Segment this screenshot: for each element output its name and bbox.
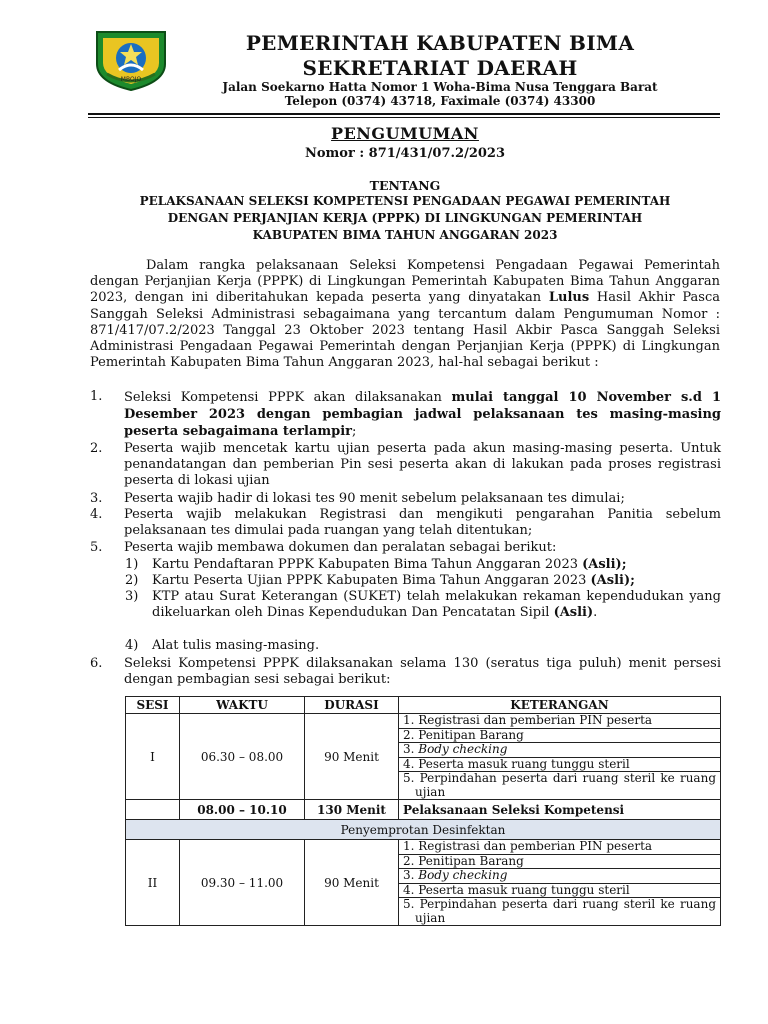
header-keterangan: KETERANGAN — [399, 697, 721, 714]
header-sesi: SESI — [126, 697, 180, 714]
table-row-disinfection — [126, 820, 721, 840]
session-2-note-5: 5. Perpindahan peserta dari ruang steril ke ruang ujian — [403, 897, 716, 925]
table-header-row — [126, 697, 721, 714]
header-waktu: WAKTU — [180, 697, 305, 714]
subitem-2 — [152, 573, 721, 589]
session-2-note-3 — [399, 869, 720, 884]
intro-paragraph — [90, 258, 720, 371]
intro-text-a: Dalam rangka pelaksanaan Seleksi Kompetensi Pengadaan Pegawai Pemerintah dengan Perjanjian Kerja (PPPK) di Lingkungan Pemerintah Kabupaten Bima Tahun Anggaran 2023, dengan ini diberitahukan kepada peserta yang dinyatakan — [90, 258, 720, 306]
item-2: Peserta wajib mencetak kartu ujian peserta pada akun masing-masing peserta. Untuk penandatangan dan pemberian Pin sesi peserta akan di lakukan pada proses registrasi peserta di lokasi ujian — [124, 441, 721, 488]
exam-empty-cell — [126, 800, 180, 820]
header-durasi: DURASI — [305, 697, 399, 714]
subitem-4-number: 4) — [125, 638, 139, 653]
item-6-number: 6. — [90, 656, 103, 671]
document-number: Nomor : 871/431/07.2/2023 — [304, 146, 506, 161]
session-2-note-2: 2. Penitipan Barang — [399, 855, 720, 870]
table-row-session-1 — [126, 714, 721, 800]
item-3: Peserta wajib hadir di lokasi tes 90 menit sebelum pelaksanaan tes dimulai; — [124, 491, 625, 506]
session-2-note-3-text: Body checking — [418, 868, 508, 882]
subject-line-1: PELAKSANAAN SELEKSI KOMPETENSI PENGADAAN PEGAWAI PEMERINTAH — [139, 194, 671, 208]
item-5: Peserta wajib membawa dokumen dan peralatan sebagai berikut: — [124, 540, 557, 555]
subitem-3 — [152, 589, 721, 621]
letterhead-secretariat: SEKRETARIAT DAERAH — [302, 56, 578, 80]
session-1-note-3-text: Body checking — [418, 742, 508, 756]
intro-text-b: Hasil Akhir Pasca Sanggah Seleksi Administrasi sebagaimana yang tercantum dalam Pengumuman Nomor : 871/417/07.2/2023 Tanggal 23 Oktober 2023 tentang Hasil Akbir Pasca Sanggah Seleksi Administrasi Pengadaan Pegawai Pemerintah dengan Perjanjian Kerja (PPPK) di Lingkungan Pemerintah Kabupaten Bima Tahun Anggaran 2023, hal-hal sebagai berikut : — [90, 290, 720, 371]
session-1-note-3 — [399, 743, 720, 758]
session-2-number: II — [126, 840, 180, 926]
item-2-number: 2. — [90, 441, 103, 456]
exam-time: 08.00 – 10.10 — [180, 800, 305, 820]
session-1-note-1: 1. Registrasi dan pemberian PIN peserta — [399, 714, 720, 729]
subitem-1-asli: (Asli); — [582, 557, 627, 572]
svg-text:MBOJO: MBOJO — [120, 76, 142, 83]
letterhead-rule-thick — [88, 113, 720, 115]
item-6: Seleksi Kompetensi PPPK dilaksanakan selama 130 (seratus tiga puluh) menit persesi dengan pembagian sesi sebagai berikut: — [124, 656, 721, 687]
item-3-number: 3. — [90, 491, 103, 506]
subitem-3-text: KTP atau Surat Keterangan (SUKET) telah melakukan rekaman kependudukan yang dikeluarkan oleh Dinas Kependudukan Dan Pencatatan Sipil — [152, 589, 721, 620]
subitem-1-number: 1) — [125, 557, 139, 572]
session-1-note-4: 4. Peserta masuk ruang tunggu steril — [399, 758, 720, 773]
subitem-3-end: . — [593, 605, 598, 620]
item-1 — [124, 389, 721, 440]
session-1-note-5: 5. Perpindahan peserta dari ruang steril ke ruang ujian — [403, 771, 716, 799]
session-1-note-2: 2. Penitipan Barang — [399, 729, 720, 744]
exam-note: Pelaksanaan Seleksi Kompetensi — [399, 800, 721, 820]
tentang-heading: TENTANG — [369, 178, 441, 193]
subject-line-3: KABUPATEN BIMA TAHUN ANGGARAN 2023 — [252, 228, 558, 242]
session-2-time: 09.30 – 11.00 — [180, 840, 305, 926]
item-4: Peserta wajib melakukan Registrasi dan mengikuti pengarahan Panitia sebelum pelaksanaan tes dimulai pada ruangan yang telah ditentukan; — [124, 507, 721, 538]
document-title: PENGUMUMAN — [331, 124, 479, 143]
item-1-text: Seleksi Kompetensi PPPK akan dilaksanakan — [124, 390, 452, 405]
session-2-note-4: 4. Peserta masuk ruang tunggu steril — [399, 884, 720, 899]
letterhead-rule-thin — [88, 117, 720, 118]
subitem-3-asli: (Asli) — [553, 605, 594, 620]
subitem-4: Alat tulis masing-masing. — [152, 638, 320, 653]
subitem-1-text: Kartu Pendaftaran PPPK Kabupaten Bima Tahun Anggaran 2023 — [152, 557, 583, 572]
item-1-number: 1. — [90, 389, 103, 404]
session-1-time: 06.30 – 08.00 — [180, 714, 305, 800]
session-2-duration: 90 Menit — [305, 840, 399, 926]
session-table — [125, 696, 721, 926]
item-1-bold: mulai tanggal 10 November s.d 1 Desember 2023 dengan pembagian jadwal pelaksanaan tes masing-masing peserta sebagaimana terlampir — [124, 390, 721, 439]
subitem-1 — [152, 557, 721, 573]
item-1-end: ; — [352, 424, 357, 439]
session-1-duration: 90 Menit — [305, 714, 399, 800]
session-2-notes — [399, 840, 721, 926]
item-4-number: 4. — [90, 507, 103, 522]
session-1-notes — [399, 714, 721, 800]
exam-duration: 130 Menit — [305, 800, 399, 820]
session-1-note-3-number: 3. — [403, 742, 419, 756]
table-row-exam — [126, 800, 721, 820]
session-2-note-1: 1. Registrasi dan pemberian PIN peserta — [399, 840, 720, 855]
letterhead-government: PEMERINTAH KABUPATEN BIMA — [245, 31, 635, 55]
session-2-note-3-number: 3. — [403, 868, 419, 882]
kabupaten-bima-logo — [93, 30, 169, 92]
subitem-2-number: 2) — [125, 573, 139, 588]
disinfection-note: Penyemprotan Desinfektan — [126, 820, 721, 840]
letterhead-phone: Telepon (0374) 43718, Faximale (0374) 43300 — [284, 94, 596, 108]
letterhead-address: Jalan Soekarno Hatta Nomor 1 Woha-Bima Nusa Tenggara Barat — [222, 80, 658, 94]
table-row-session-2 — [126, 840, 721, 926]
subitem-2-asli: (Asli); — [590, 573, 635, 588]
subject-line-2: DENGAN PERJANJIAN KERJA (PPPK) DI LINGKUNGAN PEMERINTAH — [167, 211, 643, 225]
intro-lulus: Lulus — [548, 290, 590, 306]
item-5-number: 5. — [90, 540, 103, 555]
subitem-3-number: 3) — [125, 589, 139, 604]
session-1-number: I — [126, 714, 180, 800]
subitem-2-text: Kartu Peserta Ujian PPPK Kabupaten Bima Tahun Anggaran 2023 — [152, 573, 591, 588]
